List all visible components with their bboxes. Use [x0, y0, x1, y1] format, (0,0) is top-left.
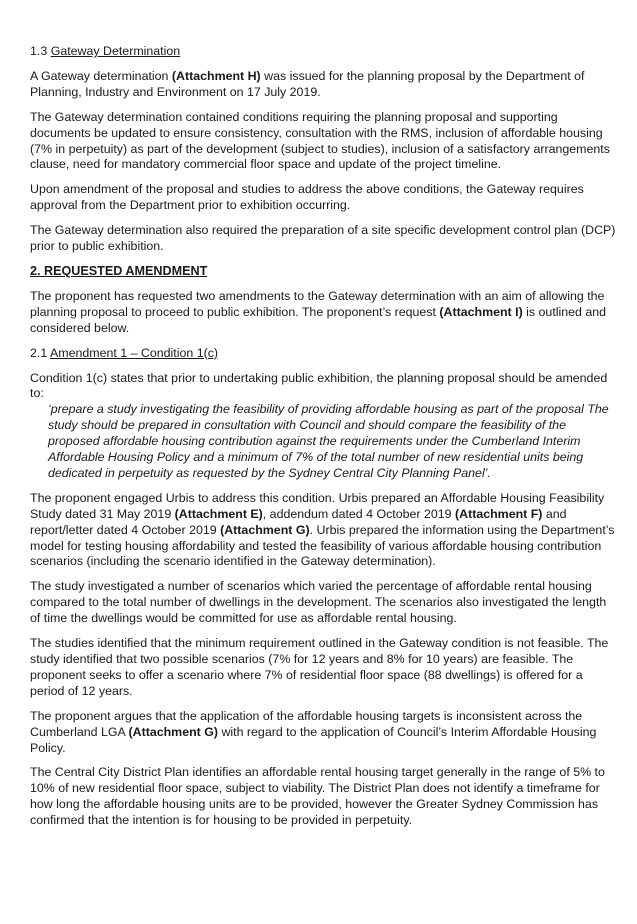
paragraph-study-scenarios: The study investigated a number of scenarios which varied the percentage of affordable rental housing compared to the total number of dwellings in the development. The scenarios also investigated the length of time the dwellings would be committed for use as affordable rental housing.	[30, 579, 607, 626]
text-run: was issued for the planning proposal by the Department of Planning, Industry and Environment on 17 July 2019.	[30, 68, 585, 99]
document-page	[30, 44, 616, 829]
text-run: . Urbis prepared the information using the Department’s model for testing housing affordability and tested the feasibility of various affordable housing contribution scenarios (including the scenario identified in the Gateway determination).	[30, 522, 615, 569]
attachment-reference: (Attachment H)	[171, 68, 261, 83]
text-run: The proponent has requested two amendments to the Gateway determination with an aim of allowing the planning proposal to proceed to public exhibition. The proponent’s request	[30, 288, 605, 319]
section-number: 2.1	[30, 345, 48, 360]
block-quote-condition-text: ‘prepare a study investigating the feasibility of providing affordable housing as part of the proposal The study should be prepared in consultation with Council and should compare the feasibility of the proposed affordable housing contribution against the requirements under the Cumberland Interim Affordable Housing Policy and a minimum of 7% of the total number of new residential units being dedicated in perpetuity as requested by the Sydney Central City Planning Panel’.	[48, 402, 609, 480]
text-run: A Gateway determination	[30, 68, 172, 83]
text-run: The proponent engaged Urbis to address this condition. Urbis prepared an Affordable Housing Feasibility Study dated 31 May 2019	[30, 490, 605, 521]
paragraph-gateway-issued	[30, 69, 616, 101]
text-run: with regard to the application of Council’s Interim Affordable Housing Policy.	[30, 724, 597, 755]
paragraph-proponent-argument	[30, 709, 616, 757]
attachment-reference: (Attachment F)	[455, 506, 543, 521]
paragraph-study-findings: The studies identified that the minimum requirement outlined in the Gateway condition is not feasible. The study identified that two possible scenarios (7% for 12 years and 8% for 10 years) are feasible. The proponent seeks to offer a scenario where 7% of residential floor space (88 dwellings) is offered for a period of 12 years.	[30, 636, 609, 698]
attachment-reference: (Attachment G)	[220, 522, 310, 537]
section-1-3-heading	[30, 44, 616, 60]
section-title: Amendment 1 – Condition 1(c)	[50, 345, 219, 360]
section-2-heading: 2. REQUESTED AMENDMENT	[30, 263, 208, 278]
text-run: The proponent argues that the application of the affordable housing targets is inconsistent across the Cumberland LGA	[30, 708, 583, 739]
paragraph-district-plan: The Central City District Plan identifies an affordable rental housing target generally in the range of 5% to 10% of new residential floor space, subject to viability. The District Plan does not identify a timeframe for how long the affordable housing units are to be provided, however the Greater Sydney Commission has confirmed that the intention is for housing to be provided in perpetuity.	[30, 765, 605, 828]
attachment-reference: (Attachment I)	[439, 304, 523, 319]
paragraph-condition-1c: Condition 1(c) states that prior to undertaking public exhibition, the planning proposal should be amended to:	[30, 370, 608, 401]
attachment-reference: (Attachment G)	[128, 724, 218, 739]
paragraph-amendment-approval: Upon amendment of the proposal and studies to address the above conditions, the Gateway requires approval from the Department prior to exhibition occurring.	[30, 182, 584, 213]
section-2-1-heading	[30, 346, 616, 362]
section-title: Gateway Determination	[50, 44, 181, 58]
paragraph-urbis-studies	[30, 491, 616, 571]
paragraph-dcp-requirement: The Gateway determination also required the preparation of a site specific development control plan (DCP) prior to public exhibition.	[30, 223, 616, 254]
section-number: 1.3	[30, 44, 48, 58]
text-run: , addendum dated 4 October 2019	[262, 506, 455, 521]
paragraph-gateway-conditions: The Gateway determination contained conditions requiring the planning proposal and supporting documents be updated to ensure consistency, consultation with the RMS, inclusion of affordable housing (7% in perpetuity) as part of the development (subject to studies), inclusion of a satisfactory arrangements clause, need for mandatory commercial floor space and update of the project timeline.	[30, 109, 610, 172]
attachment-reference: (Attachment E)	[174, 506, 263, 521]
text-run: and report/letter dated 4 October 2019	[30, 506, 567, 537]
text-run: is outlined and considered below.	[30, 304, 607, 335]
paragraph-requested-amendments	[30, 289, 616, 337]
